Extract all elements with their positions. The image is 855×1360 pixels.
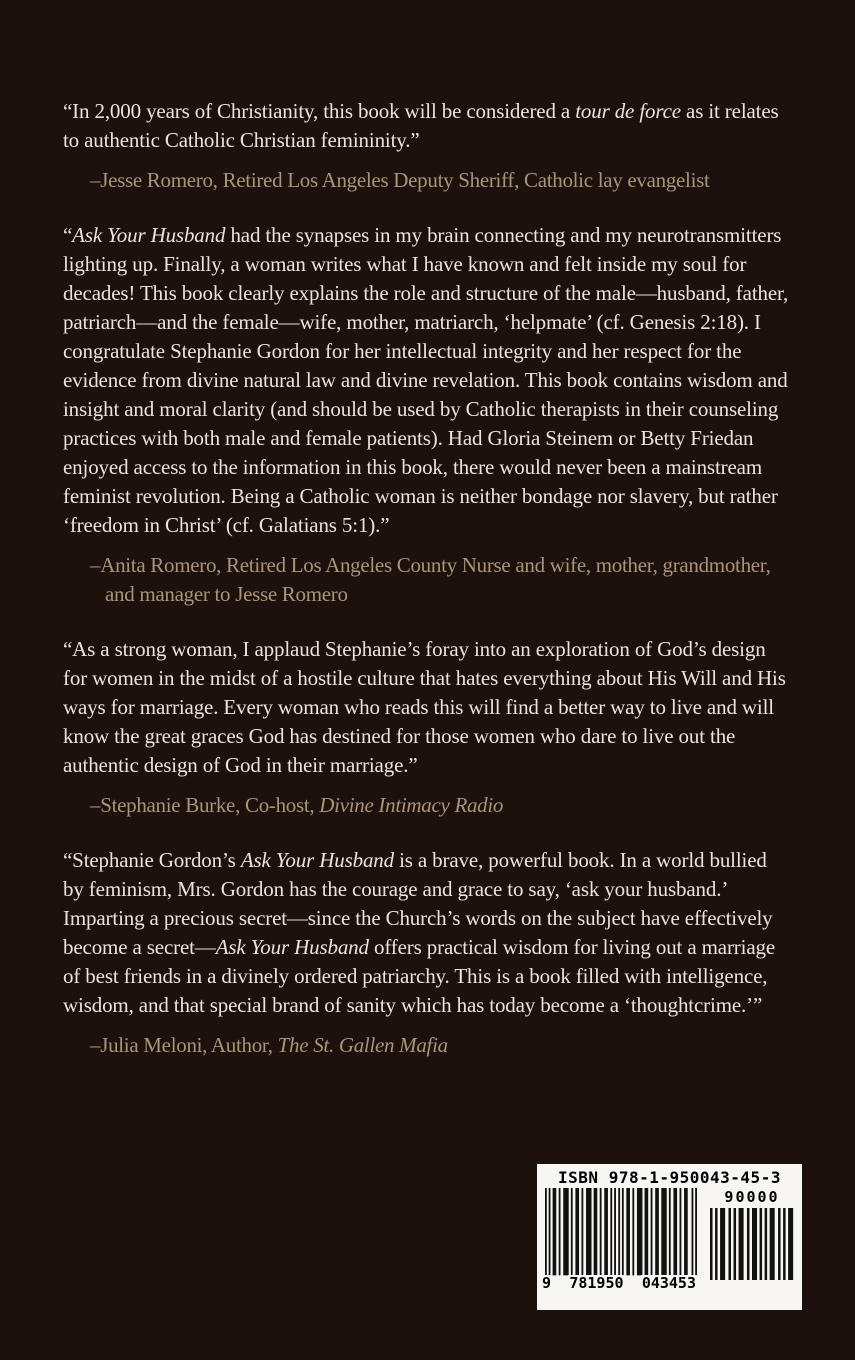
text-segment: as it relates to authentic Catholic Christian femininity.” xyxy=(63,99,779,152)
text-segment: –Julia Meloni, Author, xyxy=(90,1033,278,1057)
italic-text-segment: tour de force xyxy=(575,99,681,123)
testimonial-quote-1 xyxy=(63,97,792,155)
italic-text-segment: Ask Your Husband xyxy=(240,848,394,872)
text-segment: offers practical wisdom for living out a marriage of best friends in a divinely ordered patriarchy. This is a book filled with intelligence, wisdom, and that special brand of sanity which has today become a ‘thoughtcrime.’” xyxy=(63,935,776,1017)
italic-text-segment: Ask Your Husband xyxy=(72,223,226,247)
testimonial-attribution-2 xyxy=(63,551,792,609)
barcode-panel xyxy=(537,1164,802,1310)
ean5-addon-barcode xyxy=(710,1188,794,1292)
text-segment: “In 2,000 years of Christianity, this book will be considered a xyxy=(63,99,576,123)
barcode-digits xyxy=(541,1275,697,1292)
barcode-digit-group: 781950 xyxy=(569,1274,624,1292)
barcode-digit-group: 043453 xyxy=(641,1274,696,1292)
text-segment: “Stephanie Gordon’s xyxy=(63,848,241,872)
testimonial-attribution-3 xyxy=(63,791,792,820)
addon-price-code: 90000 xyxy=(724,1188,780,1206)
ean13-barcode xyxy=(542,1188,697,1292)
text-segment: is a brave, powerful book. In a world bullied by feminism, Mrs. Gordon has the courage and grace to say, ‘ask your husband.’ Imparting a precious secret—since the Church’s words on the subject have effectively become a secret— xyxy=(63,848,773,959)
italic-text-segment: Divine Intimacy Radio xyxy=(319,793,504,817)
italic-text-segment: The St. Gallen Mafia xyxy=(277,1033,448,1057)
testimonial-quote-2 xyxy=(63,221,792,540)
testimonial-quote-3 xyxy=(63,635,792,780)
barcode-digit-group: 9 xyxy=(542,1274,552,1292)
text-segment: –Jesse Romero, Retired Los Angeles Deputy Sheriff, Catholic lay evangelist xyxy=(90,168,710,192)
testimonial-quote-4 xyxy=(63,846,792,1020)
text-segment: had the synapses in my brain connecting and my neurotransmitters lighting up. Finally, a woman writes what I have known and felt inside my soul for decades! This book clearly explains the role and structure of the male—husband, father, patriarch—and the female—wife, mother, matriarch, ‘helpmate’ (cf. Genesis 2:18). I congratulate Stephanie Gordon for her intellectual integrity and her respect for the evidence from divine natural law and divine revelation. This book contains wisdom and insight and moral clarity (and should be used by Catholic therapists in their counseling practices with both male and female patients). Had Gloria Steinem or Betty Friedan enjoyed access to the information in this book, there would never been a mainstream feminist revolution. Being a Catholic woman is neither bondage nor slavery, but rather ‘freedom in Christ’ (cf. Galatians 5:1).” xyxy=(63,223,789,537)
ean5-addon-barcode-icon xyxy=(710,1208,794,1280)
testimonial-attribution-4 xyxy=(63,1031,792,1060)
barcode-body xyxy=(542,1188,794,1292)
text-segment: –Anita Romero, Retired Los Angeles County Nurse and wife, mother, grandmother, and manager to Jesse Romero xyxy=(90,553,771,606)
text-segment: “As a strong woman, I applaud Stephanie’s foray into an exploration of God’s design for women in the midst of a hostile culture that hates everything about His Will and His ways for marriage. Every woman who reads this will find a better way to live and will know the great graces God has destined for those women who dare to live out the authentic design of God in their marriage.” xyxy=(63,637,786,777)
text-segment: “ xyxy=(63,223,73,247)
isbn-text: ISBN 978-1-950043-45-3 xyxy=(558,1168,781,1187)
text-segment: –Stephanie Burke, Co-host, xyxy=(90,793,320,817)
testimonial-attribution-1 xyxy=(63,166,792,195)
italic-text-segment: Ask Your Husband xyxy=(215,935,369,959)
